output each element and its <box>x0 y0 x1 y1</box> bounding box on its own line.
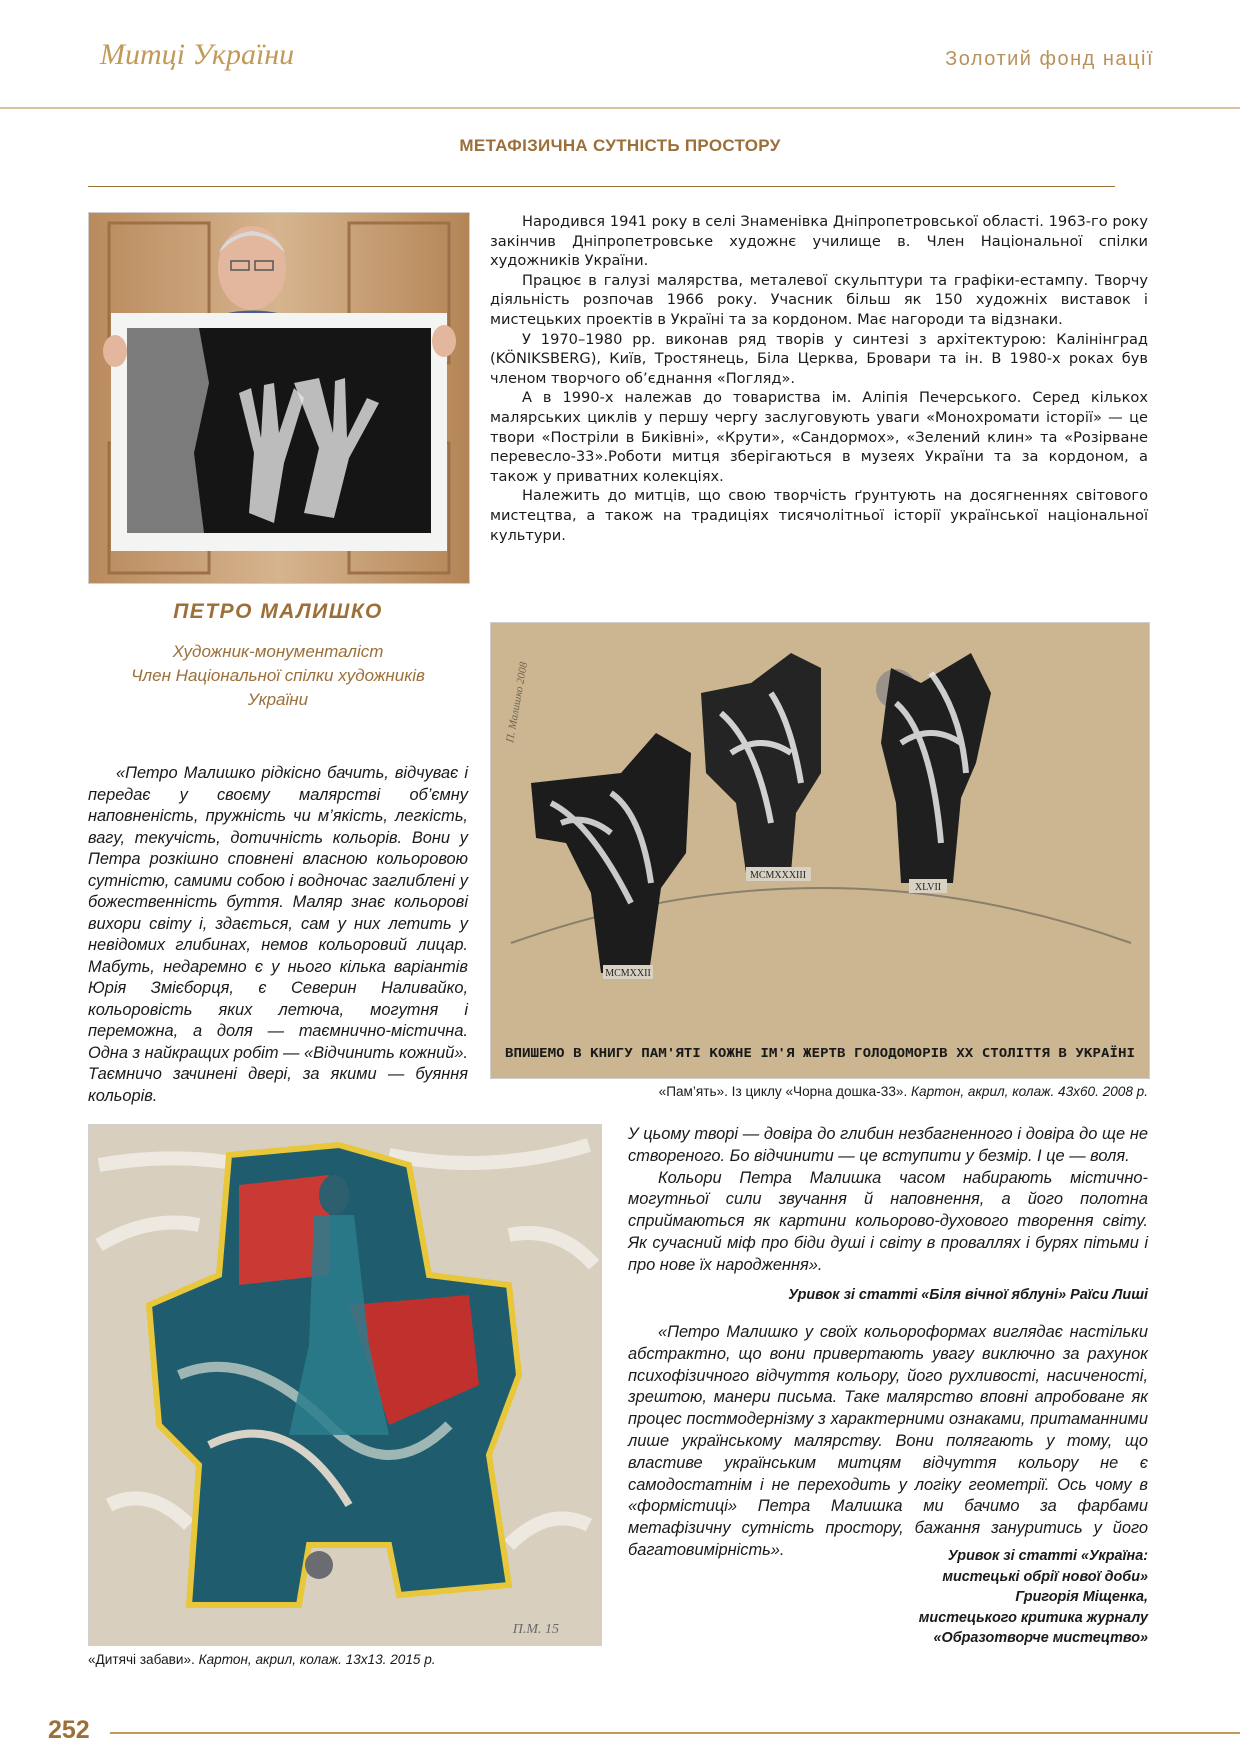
artist-role-line: Член Національної спілки художників <box>131 666 425 685</box>
painting-pamyat-caption <box>490 1084 1148 1099</box>
caption-title: «Дитячі забави». <box>88 1652 199 1667</box>
bio-paragraph: Працює в галузі малярства, металевої скульптури та графіки-естампу. Творчу діяльність розпочав 1966 року. Учасник більш як 150 художніх виставок і мистецьких проектів в Україні та за кордоном. Має нагороди та відзнаки. <box>490 271 1148 328</box>
bio-paragraph: Народився 1941 року в селі Знаменівка Дніпропетровської області. 1963-го року закінчив Дніпропетровське художнє училище в. Член Національної спілки художників України. <box>490 213 1148 270</box>
painting-label: XLVII <box>914 882 942 893</box>
caption-details: Картон, акрил, колаж. 43х60. 2008 р. <box>911 1084 1148 1099</box>
bio-paragraph: У 1970–1980 рр. виконав ряд творів у синтезі з архітектурою: Калінінград (KÖNIKSBERG), Київ, Тростянець, Біла Церква, Бровари та ін. В 1980-х роках був членом творчого об’єднання «Погляд». <box>490 330 1148 387</box>
footer-divider <box>110 1732 1240 1734</box>
bio-paragraph: Належить до митців, що свою творчість ґрунтують на досягненнях світового мистецтва, а також на традиціях тисячолітньої історії української національної культури. <box>490 487 1148 544</box>
artist-biography <box>490 212 1148 545</box>
critic-quote-2 <box>628 1124 1148 1277</box>
article-title: МЕТАФІЗИЧНА СУТНІСТЬ ПРОСТОРУ <box>459 136 781 155</box>
caption-details: Картон, акрил, колаж. 13х13. 2015 р. <box>198 1652 436 1667</box>
quote-text: «Петро Малишко рідкісно бачить, відчуває і передає у своєму малярстві об’ємну наповненість, пружність чи м’якість, легкість, вагу, текучість, дотичність кольорів. Вони у Петра розкішно сповнені власною кольоровою сутністю, самими собою і водночас заглиблені у божественність буття. Маляр знає кольорові вихори світу і, здається, сам у них летить у невідомих глибинах, немов кольоровий лицар. Мабуть, недаремно є у нього кілька варіантів Юрія Змієборця, є Северин Наливайко, кольоровість яких летюча, могутня і переможна, а доля — таємнично-містична. Одна з найкращих робіт — «Відчинить кожний». Таємничо зачинені двері, за якими — буяння кольорів. <box>88 764 468 1105</box>
quote-source-line: «Образотворче мистецтво» <box>933 1630 1148 1646</box>
quote-source <box>628 1546 1148 1649</box>
quote-source: Уривок зі статті «Біля вічної яблуні» Раїси Лиші <box>788 1287 1148 1303</box>
bio-paragraph: А в 1990-х належав до товариства ім. Аліпія Печерського. Серед кількох малярських циклів у першу чергу заслуговують уваги «Монохромати історії» — це твори «Постріли в Биківні», «Крути», «Сандормох», «Зелений клин» та «Розірване перевесло-33».Роботи митця зберігаються в музеях України та за кордоном, а також у приватних колекціях. <box>490 389 1148 485</box>
painting-label: MCMXXXIII <box>749 870 807 881</box>
painting-pamyat-illustration <box>491 623 1149 1078</box>
caption-title: «Пам’ять». Із циклу «Чорна дошка-33». <box>658 1084 912 1099</box>
painting-signature: П. Малишко 2008 <box>504 661 531 744</box>
painting-banner-text: ВПИШЕМО В КНИГУ ПАМ'ЯТІ КОЖНЕ ІМ'Я ЖЕРТВ ГОЛОДОМОРІВ ХХ СТОЛІТТЯ В УКРАЇНІ <box>505 1046 1040 1060</box>
section-title: Золотий фонд нації <box>945 48 1154 70</box>
portrait-illustration <box>89 213 469 583</box>
critic-quote-1 <box>88 763 468 1107</box>
artist-name: ПЕТРО МАЛИШКО <box>173 600 383 623</box>
artist-role-line: Художник-монументаліст <box>172 642 384 661</box>
quote-source-line: мистецькі обрії нової доби» <box>942 1568 1148 1585</box>
magazine-logo: Митці України <box>100 38 295 71</box>
painting-dytyachi-zabavy-illustration <box>89 1125 601 1645</box>
title-divider <box>88 186 1115 187</box>
header-divider <box>0 107 1240 109</box>
painting-dytyachi-zabavy-caption <box>88 1652 436 1667</box>
quote-source-line: мистецького критика журналу <box>918 1609 1148 1626</box>
quote-text: У цьому творі — довіра до глибин незбагненного і довіра до ще не створеного. Бо відчинити — це вступити у безмір. І це — воля. <box>628 1125 1148 1165</box>
painting-label: MCMXXII <box>605 968 651 979</box>
artist-role-line: України <box>247 690 309 709</box>
quote-text: Кольори Петра Малишка часом набирають містично-могутньої сили звучання й наповнення, а його полотна сприймаються як картини кольорово-духового творення світу. Як сучасний міф про біди душі і світу в проваллях і бурях пітьми і про нове їх народження». <box>628 1168 1148 1274</box>
quote-source-line: Григорія Міщенка, <box>1015 1589 1148 1605</box>
painting-pamyat <box>490 622 1150 1079</box>
critic-quote-3 <box>628 1322 1148 1562</box>
painting-dytyachi-zabavy <box>88 1124 602 1646</box>
painting-signature: П.М. 15 <box>512 1622 559 1637</box>
artist-role <box>88 640 468 712</box>
quote-source-line: Уривок зі статті «Україна: <box>947 1548 1148 1564</box>
page-number: 252 <box>48 1716 90 1744</box>
quote-text: «Петро Малишко у своїх кольороформах виглядає настільки абстрактно, що вони привертають увагу виключно за рахунок психофізичного відчуття кольору, його рухливості, насиченості, зрештою, манери письма. Таке малярство вповні апробоване як процес постмодернізму з характерними ознаками, притаманними лише українському малярству. Вони полягають у тому, що властиве українським митцям відчуття кольору не є самодостатнім і не переходить у логіку геометрії. Ось чому в «формістиці» Петра Малишка ми бачимо за фарбами метафізичну сутність простору, бажання зануритись у його багатовимірність». <box>628 1323 1148 1559</box>
artist-portrait-photo <box>88 212 470 584</box>
